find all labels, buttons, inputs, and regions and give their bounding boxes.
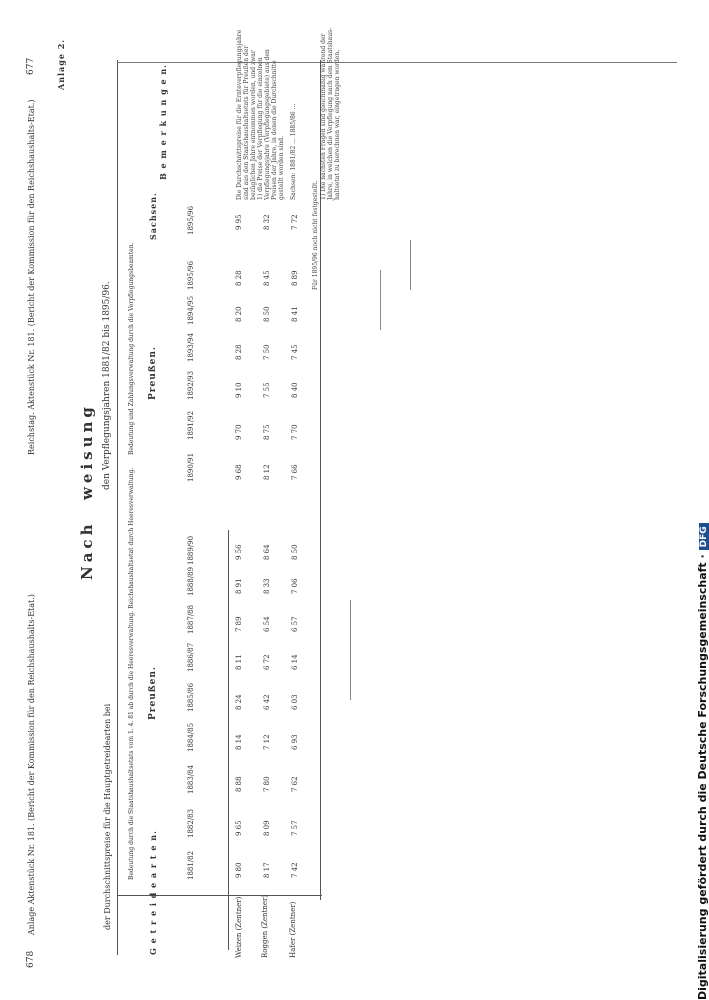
- row-label-weizen: Weizen (Zentner): [235, 896, 243, 958]
- table-cell: 8 24: [235, 694, 243, 710]
- left-subtitle: der Durchschnittspreise für die Hauptgetreidearten bei: [103, 703, 112, 930]
- table-cell: 7 45: [291, 344, 299, 360]
- right-col-header: 1890/91: [187, 452, 195, 482]
- table-cell: 8 12: [263, 464, 271, 480]
- remark-line: haltsetat zu berechnen war, eingetragen worden.: [334, 49, 341, 200]
- left-col-header: 1887/88: [187, 604, 195, 634]
- table-cell: 8 64: [263, 544, 271, 560]
- table-cell: 8 11: [235, 654, 243, 670]
- table-cell: 8 41: [291, 306, 299, 322]
- table-cell: 8 20: [235, 306, 243, 322]
- left-col-header: 1882/83: [187, 808, 195, 838]
- table-cell: 8 50: [263, 306, 271, 322]
- table-cell: 7 12: [263, 734, 271, 750]
- right-col-header: 1894/95: [187, 295, 195, 325]
- group-prussia: Preußen.: [148, 345, 158, 400]
- table-cell: 9 68: [235, 464, 243, 480]
- table-cell: 8 28: [235, 270, 243, 286]
- left-col-header: 1885/86: [187, 682, 195, 712]
- table-cell: 8 88: [235, 776, 243, 792]
- table-cell: 8 45: [263, 270, 271, 286]
- dash-line: [410, 240, 411, 290]
- row-label-header: G e t r e i d e a r t e n.: [148, 830, 158, 955]
- left-col-header: 1888/89: [187, 566, 195, 596]
- dfg-banner: [696, 523, 709, 1000]
- table-cell: 7 06: [291, 578, 299, 594]
- remark-line: Verpflegungsjahre (Verpflegungsgebiete) aus den: [264, 49, 271, 200]
- table-cell: 7 50: [263, 344, 271, 360]
- left-col-group: Bedeutung durch die Staatshaushaltsetats vom 1. 4. 81 ab durch die Heeresverwaltung. Reichshaushaltsetat durch Heeresverwaltung.: [128, 467, 135, 880]
- table-cell: 7 55: [263, 382, 271, 398]
- remark-line: Die Durchschnittspreise für die Ernteverpflegungsjahre: [236, 29, 243, 200]
- remark-line: gestellt worden sind.: [278, 136, 285, 200]
- row-label-hafer: Hafer (Zentner): [289, 901, 297, 958]
- left-page-border: [117, 60, 118, 955]
- table-cell: 6 42: [263, 694, 271, 710]
- dash-line: [380, 270, 381, 330]
- right-col-header: 1893/94: [187, 332, 195, 362]
- table-cell: 6 57: [291, 616, 299, 632]
- left-col-header: 1884/85: [187, 722, 195, 752]
- table-cell: 9 70: [235, 424, 243, 440]
- right-col-header: 1892/93: [187, 370, 195, 400]
- left-group-header: Preußen.: [148, 665, 158, 720]
- table-cell: 8 17: [263, 862, 271, 878]
- annex-label: Anlage 2.: [56, 38, 66, 90]
- table-cell: 6 93: [291, 734, 299, 750]
- remark-line: 1) Die nächsten Fragen sind gleichmäßig während der: [320, 33, 327, 200]
- remark-line: sind aus den Staatshaushaltsetats für Preußen der: [243, 45, 250, 200]
- table-cell: 8 75: [263, 424, 271, 440]
- left-col-header: 1886/87: [187, 642, 195, 672]
- dash-line: [350, 600, 351, 700]
- table-cell: 7 72: [291, 214, 299, 230]
- dfg-logo: DFG: [699, 523, 709, 550]
- table-cell: 9 80: [235, 862, 243, 878]
- right-col-group: Bedeutung und Zahlungsverwaltung durch die Verpflegungsbeamten.: [128, 242, 135, 455]
- table-cell: 8 14: [235, 734, 243, 750]
- right-title: weisung: [78, 403, 96, 500]
- table-cell: 8 89: [291, 270, 299, 286]
- table-cell: 9 10: [235, 382, 243, 398]
- remark-line: Jahre, in welchen die Verpflegung nach dem Staatshaus-: [327, 27, 334, 200]
- left-header-border: [228, 530, 229, 950]
- table-cell: 6 54: [263, 616, 271, 632]
- row-label-roggen: Roggen (Zentner): [261, 894, 269, 958]
- table-cell: 7 42: [291, 862, 299, 878]
- remark-line: Sachsen: 1881/82 ... 1885/86 ...: [290, 103, 297, 200]
- left-col-header: 1881/82: [187, 850, 195, 880]
- right-col-header: 1891/92: [187, 410, 195, 440]
- table-cell: 9 95: [235, 214, 243, 230]
- remark-line: 1) die Preise der Verpflegung für die einzelnen: [257, 57, 264, 200]
- table-cell: 9 56: [235, 544, 243, 560]
- remark-line: Preisen der Jahre, in denen die Durchschnitte: [271, 60, 278, 200]
- right-col-header: 1895/96: [187, 205, 195, 235]
- table-cell: 6 03: [291, 694, 299, 710]
- left-page-number: 678: [26, 950, 36, 968]
- remarks-header: B e m e r k u n g e n.: [158, 64, 168, 180]
- saxony-note: Für 1895/96 noch nicht festgestellt.: [312, 180, 319, 290]
- table-cell: 8 40: [291, 382, 299, 398]
- table-cell: 7 70: [291, 424, 299, 440]
- table-cell: 6 14: [291, 654, 299, 670]
- remarks-divider: [117, 62, 677, 63]
- group-saxony: Sachsen.: [148, 192, 158, 240]
- table-cell: 7 66: [291, 464, 299, 480]
- table-cell: 6 72: [263, 654, 271, 670]
- left-title: Nach: [78, 520, 96, 580]
- table-cell: 8 50: [291, 544, 299, 560]
- table-cell: 8 09: [263, 820, 271, 836]
- table-cell: 8 28: [235, 344, 243, 360]
- table-cell: 7 57: [291, 820, 299, 836]
- right-page-number: 677: [26, 57, 36, 75]
- table-cell: 7 80: [263, 776, 271, 792]
- table-cell: 8 91: [235, 578, 243, 594]
- dfg-banner-text: Digitalisierung gefördert durch die Deutsche Forschungsgemeinschaft ·: [696, 554, 709, 1000]
- table-cell: 7 62: [291, 776, 299, 792]
- table-cell: 7 89: [235, 616, 243, 632]
- left-col-header: 1889/90: [187, 535, 195, 565]
- remark-line: bezüglichen Jahre entnommen worden, und zwar: [250, 50, 257, 200]
- table-cell: 8 33: [263, 578, 271, 594]
- table-cell: 9 65: [235, 820, 243, 836]
- left-col-header: 1883/84: [187, 764, 195, 794]
- right-col-header: 1895/96: [187, 260, 195, 290]
- right-subtitle: den Verpflegungsjahren 1881/82 bis 1895/96.: [102, 281, 112, 490]
- right-running-head: Reichstag. Aktenstück Nr. 181. (Bericht der Kommission für den Reichshaushalts-Etat.): [27, 99, 36, 455]
- left-running-head: Anlage Aktenstück Nr. 181. (Bericht der Kommission für den Reichshaushalts-Etat.): [27, 594, 36, 935]
- table-cell: 8 32: [263, 214, 271, 230]
